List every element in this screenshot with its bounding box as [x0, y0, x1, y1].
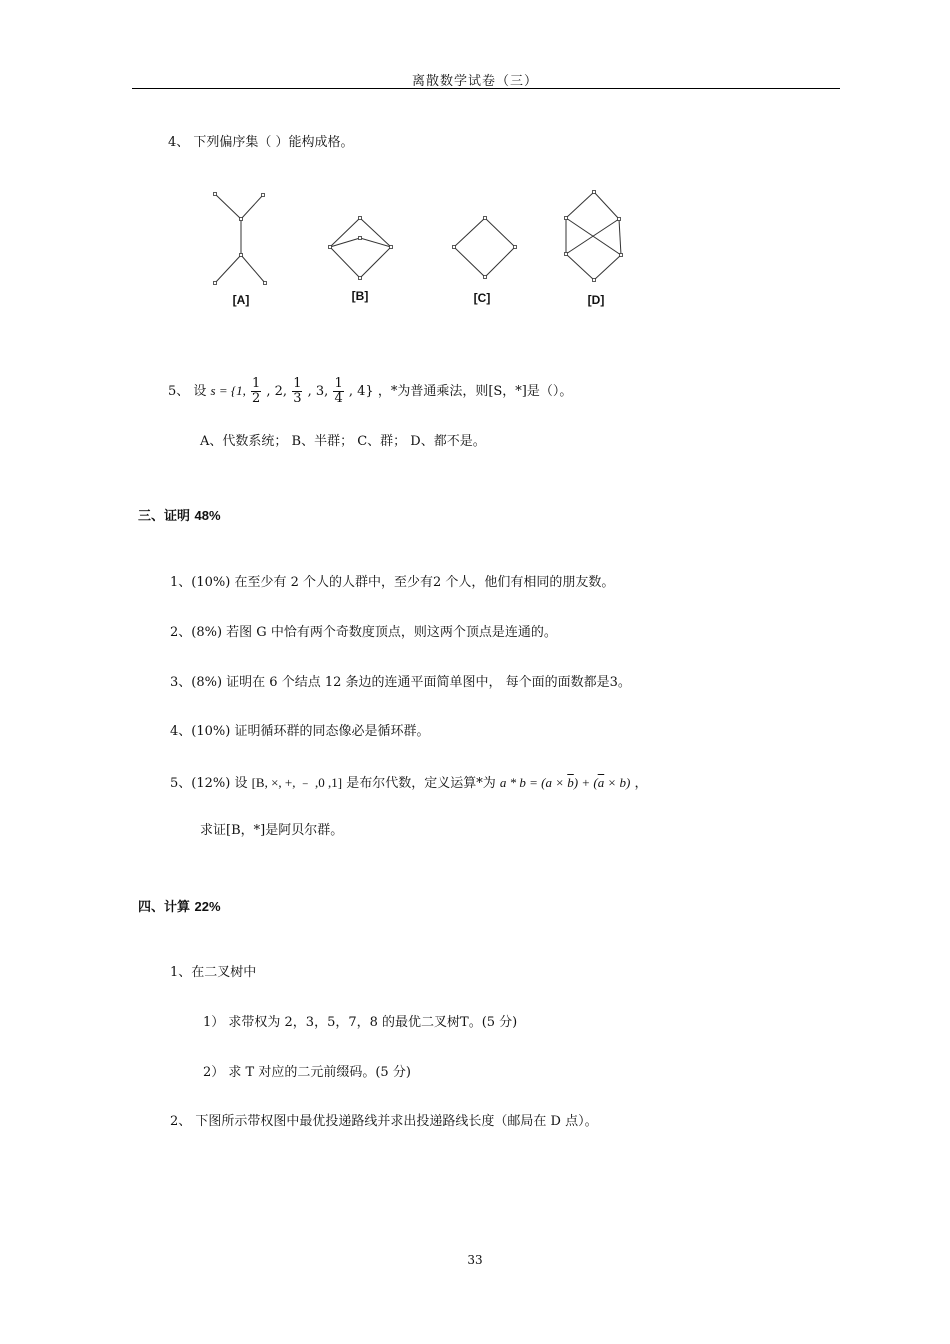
hasse-diagram-a — [205, 185, 275, 290]
section-3-title: 三、证明 — [138, 509, 191, 524]
hasse-diagram-c — [450, 213, 520, 283]
proof-item-2: 2、(8%) 若图 G 中恰有两个奇数度顶点，则这两个顶点是连通的。 — [170, 625, 557, 640]
header-divider — [132, 88, 840, 89]
section-4-heading — [138, 896, 221, 915]
page-number: 33 — [467, 1253, 483, 1267]
calc-item-2: 2、 下图所示带权图中最优投递路线并求出投递路线长度（邮局在 D 点）。 — [170, 1114, 598, 1129]
boolean-algebra-notation: [B, ×, +, ﹣ ,0 ,1] — [251, 775, 343, 790]
calc-item-1: 1、在二叉树中 — [170, 965, 257, 980]
proof-item-5 — [170, 775, 647, 792]
operation-formula: $a * b = (a \times \overline{b}) + (\overline{a} \times b)$ — [499, 775, 631, 790]
set-separator-2: , 3, — [307, 384, 329, 399]
section-3-percent: 48% — [194, 508, 221, 523]
question-4-text: 4、 下列偏序集（ ）能构成格。 — [168, 135, 354, 150]
hasse-diagram-d — [560, 186, 630, 286]
hasse-label-b: [B] — [351, 289, 369, 303]
question-5-prefix: 5、 设 — [168, 384, 207, 399]
section-4-percent: 22% — [194, 899, 221, 914]
set-definition-lhs: s = {1, — [210, 383, 246, 398]
hasse-label-a: [A] — [232, 293, 250, 307]
fraction-one-half: $\frac{1}{2}$ — [251, 376, 261, 406]
proof-item-5-mid: 是布尔代数，定义运算*为 — [346, 776, 496, 791]
proof-item-5-prefix: 5、(12%) 设 — [170, 776, 248, 791]
hasse-label-c: [C] — [473, 291, 491, 305]
proof-item-3: 3、(8%) 证明在 6 个结点 12 条边的连通平面简单图中， 每个面的面数都是3。 — [170, 675, 631, 690]
calc-item-1-sub-1: 1） 求带权为 2，3，5，7，8 的最优二叉树T。(5 分) — [203, 1015, 518, 1030]
proof-item-4: 4、(10%) 证明循环群的同态像必是循环群。 — [170, 724, 430, 739]
question-5-suffix: ，*为普通乘法，则[S，*]是（）。 — [377, 384, 573, 399]
section-3-heading — [138, 505, 221, 524]
proof-item-5-end: ， — [634, 776, 648, 791]
hasse-label-d: [D] — [587, 293, 605, 307]
hasse-diagram-b — [325, 212, 397, 282]
question-5-text — [168, 368, 572, 414]
fraction-one-third: $\frac{1}{3}$ — [293, 376, 302, 406]
calc-item-1-sub-2: 2） 求 T 对应的二元前缀码。(5 分) — [203, 1065, 411, 1080]
proof-item-5-goal: 求证[B，*]是阿贝尔群。 — [200, 823, 344, 838]
fraction-one-quarter: $\frac{1}{4}$ — [334, 376, 343, 406]
set-separator-1: , 2, — [266, 384, 288, 399]
section-4-title: 四、计算 — [138, 900, 191, 915]
proof-item-1: 1、(10%) 在至少有 2 个人的人群中，至少有2 个人，他们有相同的朋友数。 — [170, 575, 615, 590]
page-header-title: 离散数学试卷（三） — [411, 74, 538, 89]
question-5-options: A、代数系统； B、半群； C、群； D、都不是。 — [200, 434, 486, 449]
set-definition-rhs: , 4} — [348, 384, 374, 399]
